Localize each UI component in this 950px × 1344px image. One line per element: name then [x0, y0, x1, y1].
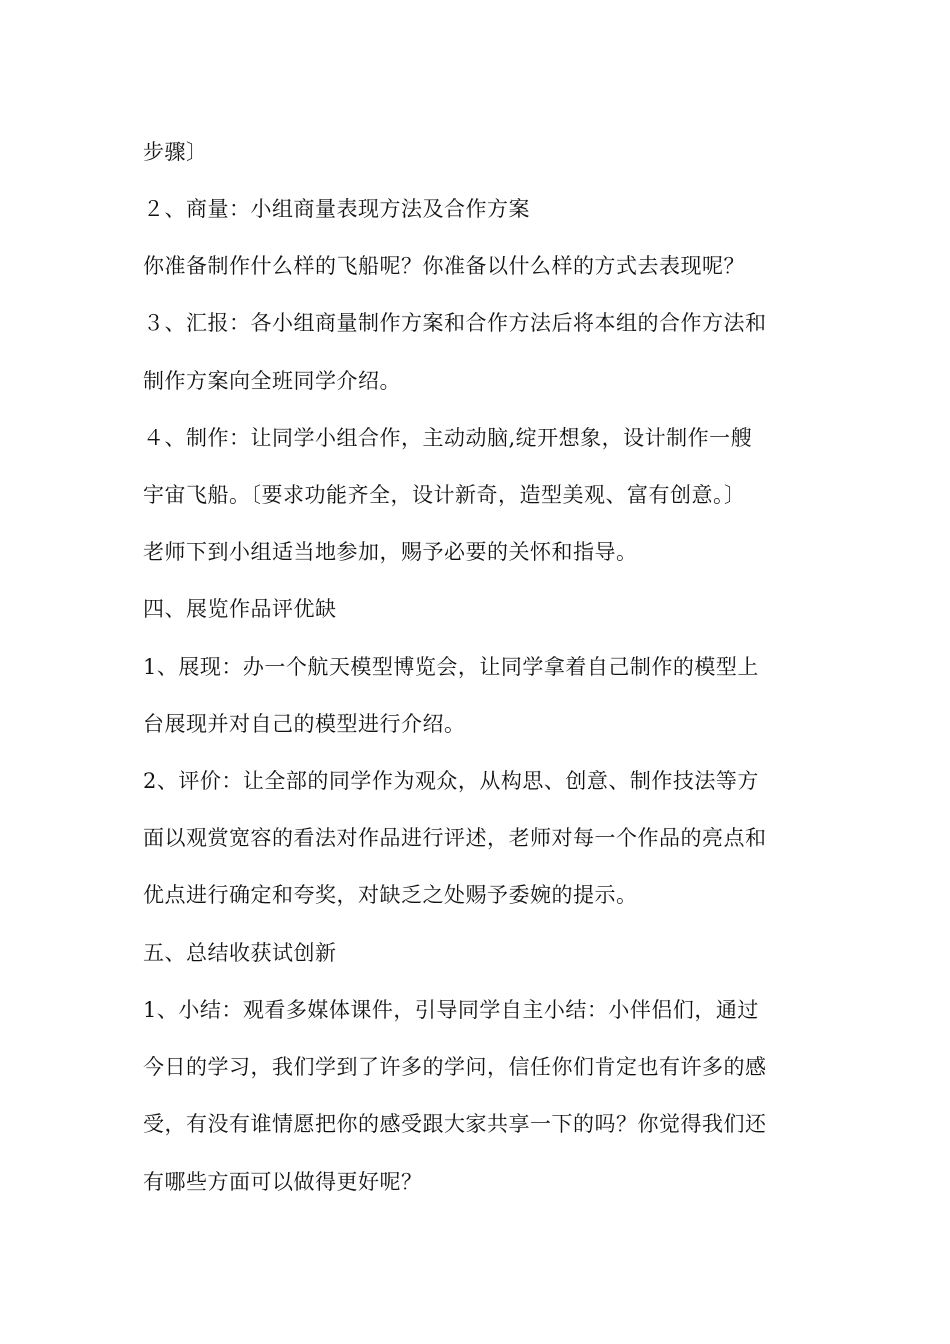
text-line-12: 2、评价：让全部的同学作为观众，从构思、创意、制作技法等方	[143, 769, 759, 793]
text-line-4: ３、汇报：各小组商量制作方案和合作方法后将本组的合作方法和	[143, 311, 767, 335]
text-line-3: 你准备制作什么样的飞船呢？你准备以什么样的方式去表现呢？	[143, 254, 745, 278]
text-line-18: 受，有没有谁情愿把你的感受跟大家共享一下的吗？你觉得我们还	[143, 1112, 767, 1136]
text-line-17: 今日的学习，我们学到了许多的学问，信任你们肯定也有许多的感	[143, 1055, 767, 1079]
text-line-7: 宇宙飞船。〔要求功能齐全，设计新奇，造型美观、富有创意。〕	[143, 483, 746, 507]
text-line-8: 老师下到小组适当地参加，赐予必要的关怀和指导。	[143, 540, 638, 564]
text-line-16: 1、小结：观看多媒体课件，引导同学自主小结：小伴侣们，通过	[143, 998, 759, 1022]
section-heading-5: 五、总结收获试创新	[143, 941, 337, 965]
text-line-19: 有哪些方面可以做得更好呢？	[143, 1170, 423, 1194]
text-line-5: 制作方案向全班同学介绍。	[143, 369, 401, 393]
text-line-6: ４、制作：让同学小组合作，主动动脑,绽开想象，设计制作一艘	[143, 426, 753, 450]
text-line-2: ２、商量：小组商量表现方法及合作方案	[143, 197, 530, 221]
section-heading-4: 四、展览作品评优缺	[143, 597, 337, 621]
text-line-14: 优点进行确定和夸奖，对缺乏之处赐予委婉的提示。	[143, 883, 638, 907]
text-line-11: 台展现并对自己的模型进行介绍。	[143, 712, 466, 736]
text-line-13: 面以观赏宽容的看法对作品进行评述，老师对每一个作品的亮点和	[143, 826, 767, 850]
text-line-10: 1、展现：办一个航天模型博览会，让同学拿着自己制作的模型上	[143, 655, 759, 679]
text-line-1: 步骤〕	[143, 140, 208, 164]
